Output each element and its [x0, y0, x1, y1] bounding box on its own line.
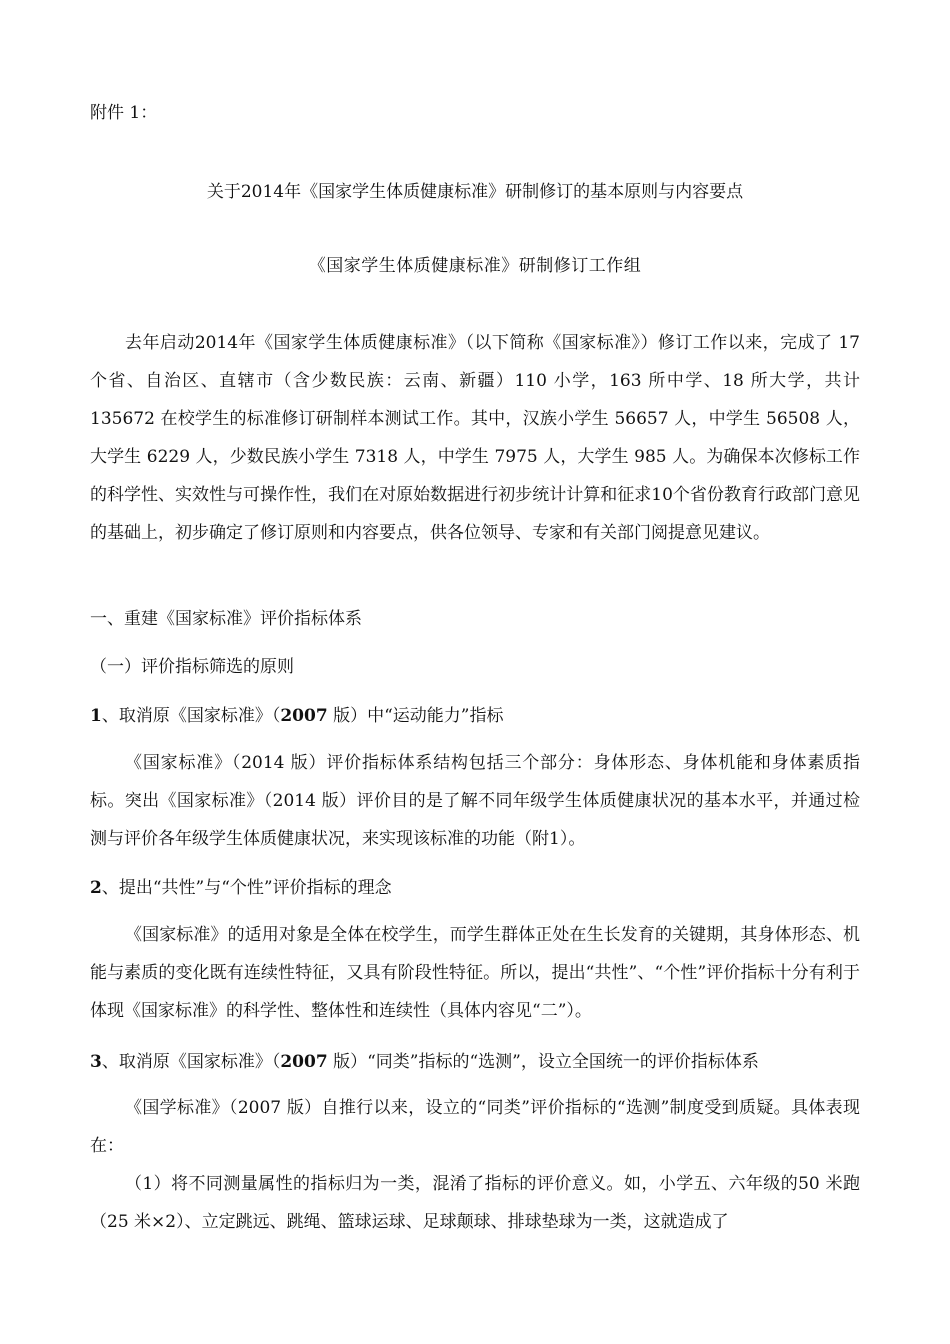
subsection-heading-1: （一）评价指标筛选的原则 [90, 657, 294, 677]
item-heading-text: 、取消原《国家标准》（ [101, 1052, 281, 1072]
item-heading-text: 、取消原《国家标准》（ [101, 706, 281, 726]
document-title: 关于2014年《国家学生体质健康标准》研制修订的基本原则与内容要点 [206, 182, 744, 202]
item-heading-2 [90, 877, 392, 899]
item-number: 3 [90, 1052, 102, 1072]
item-heading-1 [90, 705, 503, 727]
item2-paragraph: 《国家标准》的适用对象是全体在校学生，而学生群体正处在生长发育的关键期，其身体形态、机能与素质的变化既有连续性特征，又具有阶段性特征。所以，提出“共性”、“个性”评价指标十分有利于体现《国家标准》的科学性、整体性和连续性（具体内容见“二”）。 [90, 925, 860, 1021]
item-year: 2007 [280, 706, 328, 726]
item1-paragraph: 《国家标准》（2014 版）评价指标体系结构包括三个部分：身体形态、身体机能和身体素质指标。突出《国家标准》（2014 版）评价目的是了解不同年级学生体质健康状况的基本水平，并通过检测与评价各年级学生体质健康状况，来实现该标准的功能（附1）。 [90, 753, 860, 849]
item-heading-3 [90, 1051, 759, 1073]
item3-point-1: （1）将不同测量属性的指标归为一类，混淆了指标的评价意义。如，小学五、六年级的50 米跑（25 米×2）、立定跳远、跳绳、篮球运球、足球颠球、排球垫球为一类，这就造成了 [90, 1174, 860, 1232]
attachment-label: 附件 1： [90, 103, 158, 123]
item3-paragraph: 《国学标准》（2007 版）自推行以来，设立的“同类”评价指标的“选测”制度受到质疑。具体表现在： [90, 1098, 860, 1156]
item-heading-text: 、提出“共性”与“个性”评价指标的理念 [101, 878, 392, 898]
item-number: 1 [90, 706, 102, 726]
item-number: 2 [90, 878, 102, 898]
item-year: 2007 [280, 1052, 328, 1072]
intro-paragraph: 去年启动2014年《国家学生体质健康标准》（以下简称《国家标准》）修订工作以来，完成了 17 个省、自治区、直辖市（含少数民族：云南、新疆）110 小学，163 所中学、18 所大学，共计 135672 在校学生的标准修订研制样本测试工作。其中，汉族小学生 56657 人，中学生 56508 人，大学生 6229 人，少数民族小学生 7318 人，中学生 7975 人，大学生 985 人。为确保本次修标工作的科学性、实效性与可操作性，我们在对原始数据进行初步统计计算和征求10个省份教育行政部门意见的基础上，初步确定了修订原则和内容要点，供各位领导、专家和有关部门阅提意见建议。 [90, 333, 860, 543]
item-heading-text: 版）“同类”指标的“选测”，设立全国统一的评价指标体系 [327, 1052, 759, 1072]
section-heading-1: 一、重建《国家标准》评价指标体系 [90, 609, 362, 629]
document-subtitle: 《国家学生体质健康标准》研制修订工作组 [308, 256, 642, 276]
item-heading-text: 版）中“运动能力”指标 [327, 706, 504, 726]
